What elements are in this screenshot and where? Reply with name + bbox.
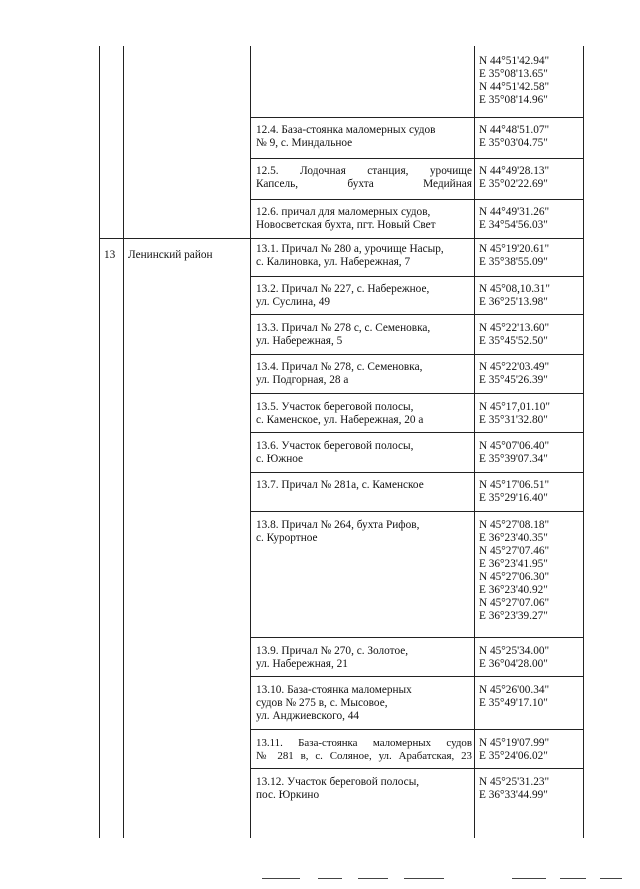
table-divider-number: [123, 46, 124, 838]
table-row-coordinates: N 45°22'13.60" E 35°45'52.50": [479, 322, 550, 347]
row-divider: [250, 768, 584, 769]
table-border-left: [99, 46, 100, 838]
table-row-description: 13.3. Причал № 278 с, с. Семеновка, ул. Набережная, 5: [256, 322, 431, 347]
table-row-description: 13.9. Причал № 270, с. Золотое, ул. Набережная, 21: [256, 645, 409, 670]
row-divider-district: [99, 238, 584, 239]
table-row-coordinates: N 45°27'08.18" E 36°23'40.35" N 45°27'07.46" E 36°23'41.95" N 45°27'06.30" E 36°23'40.92" N 45°27'07.06" E 36°23'39.27": [479, 519, 550, 622]
table-divider-district: [250, 46, 251, 838]
scan-artifact-line: [512, 878, 546, 879]
table-row-coordinates: N 45°19'20.61" E 35°38'55.09": [479, 243, 550, 268]
district-name: Ленинский район: [128, 249, 213, 261]
table-row-coordinates: N 44°51'42.94" E 35°08'13.65" N 44°51'42.58" E 35°08'14.96": [479, 55, 550, 106]
district-number: 13: [104, 249, 116, 261]
row-divider: [250, 637, 584, 638]
table-row-coordinates: N 45°07'06.40" E 35°39'07.34": [479, 440, 550, 465]
row-divider: [250, 729, 584, 730]
table-row-coordinates: N 45°17,01.10" E 35°31'32.80": [479, 401, 550, 426]
table-row-coordinates: N 45°22'03.49" E 35°45'26.39": [479, 361, 550, 386]
table-row-description: 12.4. База-стоянка маломерных судов № 9, с. Миндальное: [256, 124, 436, 149]
row-divider: [250, 314, 584, 315]
table-row-description: 13.2. Причал № 227, с. Набережное, ул. Суслина, 49: [256, 283, 430, 308]
table-row-description: 13.12. Участок береговой полосы, пос. Юркино: [256, 776, 420, 801]
table-row-coordinates: N 45°25'31.23" E 36°33'44.99": [479, 776, 550, 801]
row-divider: [250, 354, 584, 355]
scan-artifact-line: [262, 878, 300, 879]
table-row-description: 13.7. Причал № 281а, с. Каменское: [256, 479, 424, 491]
table-row-description: 13.1. Причал № 280 а, урочище Насыр, с. Калиновка, ул. Набережная, 7: [256, 243, 444, 268]
table-row-description: 12.6. причал для маломерных судов, Новосветская бухта, пгт. Новый Свет: [256, 206, 436, 231]
table-divider-coords: [474, 46, 475, 838]
table-row-coordinates: N 44°48'51.07" E 35°03'04.75": [479, 124, 550, 149]
row-divider: [250, 158, 584, 159]
row-divider: [250, 511, 584, 512]
table-row-coordinates: N 45°26'00.34" E 35°49'17.10": [479, 684, 550, 709]
row-divider: [250, 117, 584, 118]
table-row-coordinates: N 45°08,10.31" E 36°25'13.98": [479, 283, 550, 308]
row-divider: [250, 472, 584, 473]
row-divider: [250, 393, 584, 394]
scan-artifact-line: [560, 878, 586, 879]
table-row-description: 13.8. Причал № 264, бухта Рифов, с. Курортное: [256, 519, 420, 544]
table-row-description: 13.11. База-стоянка маломерных судов № 281 в, с. Соляное, ул. Арабатская, 23: [256, 737, 472, 762]
scan-artifact-line: [358, 878, 388, 879]
table-row-description: 13.4. Причал № 278, с. Семеновка, ул. Подгорная, 28 а: [256, 361, 423, 386]
scan-artifact-line: [318, 878, 342, 879]
scan-artifact-line: [600, 878, 622, 879]
table-border-right: [583, 46, 584, 838]
row-divider: [250, 432, 584, 433]
table-row-description: 13.6. Участок береговой полосы, с. Южное: [256, 440, 414, 465]
scan-artifact-line: [404, 878, 444, 879]
table-row-coordinates: N 45°25'34.00" E 36°04'28.00": [479, 645, 550, 670]
table-row-coordinates: N 44°49'31.26" E 34°54'56.03": [479, 206, 550, 231]
row-divider: [250, 199, 584, 200]
row-divider: [250, 676, 584, 677]
row-divider: [250, 276, 584, 277]
table-row-description: 13.10. База-стоянка маломерных судов № 275 в, с. Мысовое, ул. Анджиевского, 44: [256, 684, 412, 722]
table-row-description: 12.5. Лодочная станция, урочище Капсель, бухта Медийная: [256, 165, 472, 190]
table-row-coordinates: N 44°49'28.13" E 35°02'22.69": [479, 165, 550, 190]
table-row-description: 13.5. Участок береговой полосы, с. Каменское, ул. Набережная, 20 а: [256, 401, 424, 426]
table-row-coordinates: N 45°17'06.51" E 35°29'16.40": [479, 479, 550, 504]
table-row-coordinates: N 45°19'07.99" E 35°24'06.02": [479, 737, 550, 762]
